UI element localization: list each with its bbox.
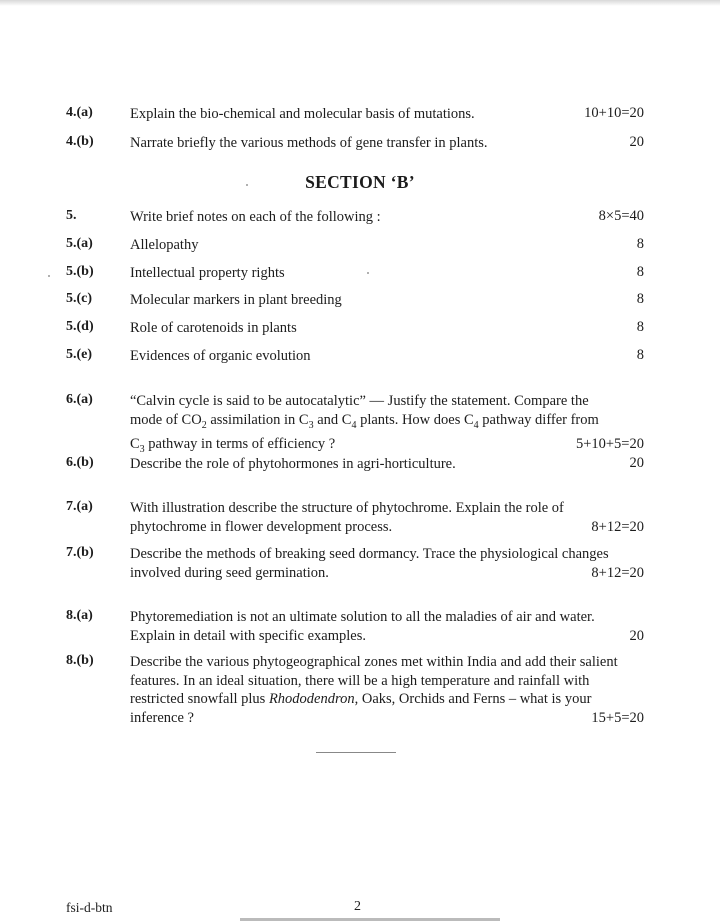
question-number: 6.(a) [66,392,93,407]
question-text: Molecular markers in plant breeding [130,292,342,308]
question-number: 8.(a) [66,608,93,623]
question-marks: 8 [636,264,644,280]
question-marks: 8×5=40 [598,208,644,224]
question-text: With illustration describe the structure of phytochrome. Explain the role of phytochrome in flower development process. 8+12=20 [130,500,644,535]
question-text: Describe the various phytogeographical zones met within India and add their salient features. In an ideal situation, there will be a high temperature and rainfall with restricted snowfall plus Rhododendron, Oaks, Orchids and Ferns – what is your inference ? 15+5=20 [130,654,644,726]
question-marks: 10+10=20 [584,105,644,121]
question-number: 8.(b) [66,653,94,668]
question-marks: 8+12=20 [591,564,644,581]
question-number: 4.(a) [66,105,93,120]
question-text: Write brief notes on each of the following : [130,209,381,225]
question-marks: 5+10+5=20 [575,435,644,452]
question-number: 5.(a) [66,236,93,251]
scan-speck [367,272,369,274]
question-marks: 20 [629,627,644,644]
question-text: Explain the bio-chemical and molecular basis of mutations. [130,106,475,122]
question-text: “Calvin cycle is said to be autocatalytic” — Justify the statement. Compare the mode of $CO_2$ assimilation in $C_3$ and $C_4$ plants. How does $C_4$ pathway differ from $C_3$ pathway in terms of efficiency ? 5+10+5=20 [130,393,644,455]
question-number: 5.(b) [66,264,94,279]
end-rule [316,752,396,753]
question-text: Role of carotenoids in plants [130,320,297,336]
question-text: Describe the role of phytohormones in agri-horticulture. [130,456,456,472]
question-number: 5.(e) [66,347,93,362]
question-marks: 8+12=20 [591,518,644,535]
question-number: 7.(b) [66,545,94,560]
question-text: Narrate briefly the various methods of gene transfer in plants. [130,135,488,151]
question-text: Phytoremediation is not an ultimate solution to all the maladies of air and water. Explain in detail with specific examples. 20 [130,609,644,644]
question-text: Describe the methods of breaking seed dormancy. Trace the physiological changes involved during seed germination. 8+12=20 [130,546,644,581]
scan-speck [48,275,50,277]
question-number: 5. [66,208,77,223]
question-marks: 8 [636,291,644,307]
scan-edge-top [0,0,720,6]
page-number: 2 [354,899,361,914]
question-number: 5.(c) [66,291,93,306]
question-text: Intellectual property rights [130,265,285,281]
footer-code: fsi-d-btn [66,900,113,915]
question-marks: 8 [636,236,644,252]
question-marks: 20 [629,134,644,150]
question-text: Evidences of organic evolution [130,348,311,364]
section-title: SECTION ‘B’ [305,172,415,192]
question-text: Allelopathy [130,237,199,253]
question-marks: 15+5=20 [591,709,644,726]
question-marks: 8 [636,319,644,335]
question-marks: 20 [629,455,644,471]
question-number: 7.(a) [66,499,93,514]
question-marks: 8 [636,347,644,363]
question-number: 5.(d) [66,319,94,334]
scan-speck [246,184,248,186]
question-number: 6.(b) [66,455,94,470]
scan-edge-bottom [240,918,500,921]
question-number: 4.(b) [66,134,94,149]
